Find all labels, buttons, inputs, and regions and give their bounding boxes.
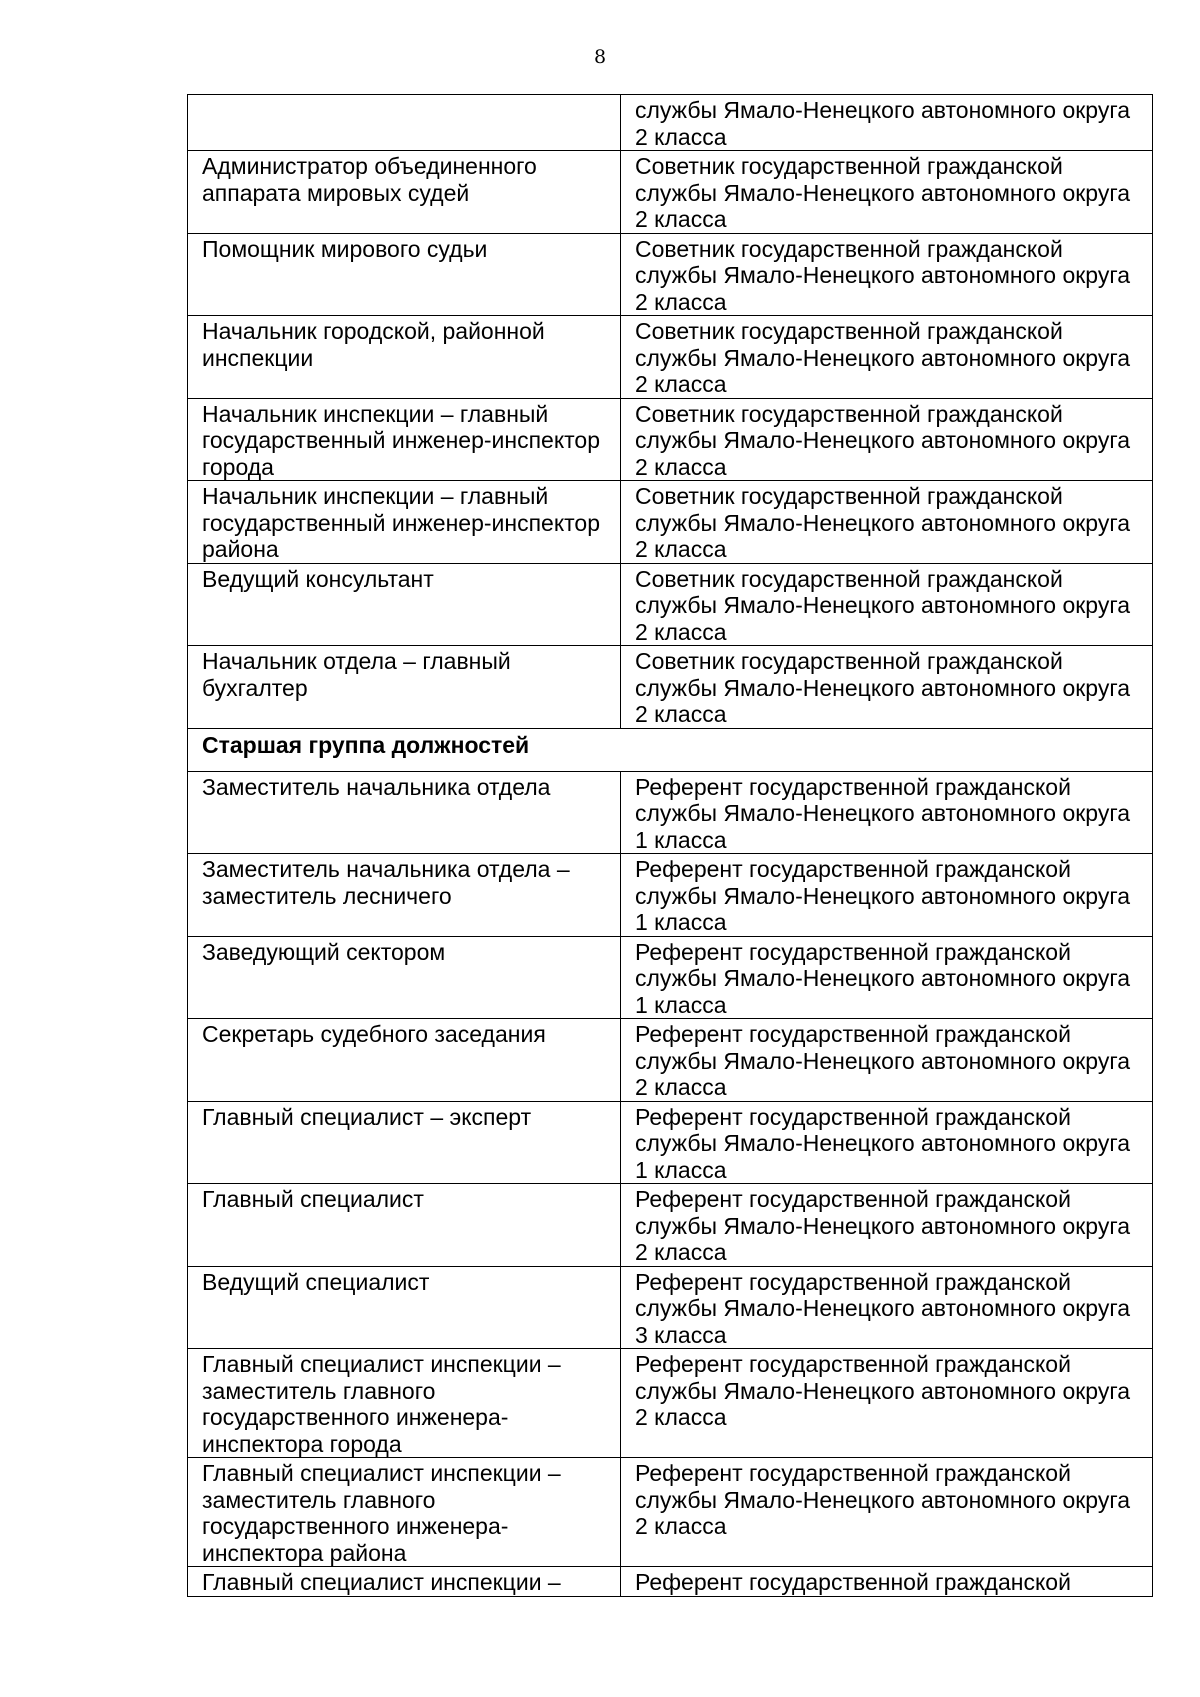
table-row — [188, 233, 1153, 316]
position-cell: Главный специалист инспекции – заместитель главного государственного инженера-инспектора города — [188, 1349, 621, 1458]
class-rank-cell: Референт государственной гражданской — [621, 1567, 1153, 1597]
table-row — [188, 1101, 1153, 1184]
position-cell: Ведущий специалист — [188, 1266, 621, 1349]
class-rank-cell: Советник государственной гражданской службы Ямало-Ненецкого автономного округа 2 класса — [621, 151, 1153, 234]
table-row — [188, 646, 1153, 729]
table-row — [188, 1349, 1153, 1458]
table-row — [188, 1019, 1153, 1102]
position-cell — [188, 95, 621, 151]
position-cell: Помощник мирового судьи — [188, 233, 621, 316]
position-cell: Начальник городской, районной инспекции — [188, 316, 621, 399]
position-cell: Главный специалист – эксперт — [188, 1101, 621, 1184]
table-row — [188, 95, 1153, 151]
position-cell: Главный специалист — [188, 1184, 621, 1267]
position-cell: Начальник инспекции – главный государственный инженер-инспектор района — [188, 481, 621, 564]
table-row — [188, 771, 1153, 854]
class-rank-cell: службы Ямало-Ненецкого автономного округа 2 класса — [621, 95, 1153, 151]
table-body — [188, 95, 1153, 1597]
class-rank-cell: Референт государственной гражданской службы Ямало-Ненецкого автономного округа 1 класса — [621, 854, 1153, 937]
class-rank-cell: Референт государственной гражданской службы Ямало-Ненецкого автономного округа 2 класса — [621, 1458, 1153, 1567]
table-row — [188, 936, 1153, 1019]
class-rank-cell: Референт государственной гражданской службы Ямало-Ненецкого автономного округа 1 класса — [621, 936, 1153, 1019]
position-cell: Заместитель начальника отдела — [188, 771, 621, 854]
table-row — [188, 854, 1153, 937]
table-row — [188, 563, 1153, 646]
class-rank-cell: Референт государственной гражданской службы Ямало-Ненецкого автономного округа 2 класса — [621, 1019, 1153, 1102]
table-row — [188, 1266, 1153, 1349]
class-rank-cell: Референт государственной гражданской службы Ямало-Ненецкого автономного округа 2 класса — [621, 1184, 1153, 1267]
position-cell: Ведущий консультант — [188, 563, 621, 646]
table-row — [188, 398, 1153, 481]
class-rank-cell: Советник государственной гражданской службы Ямало-Ненецкого автономного округа 2 класса — [621, 563, 1153, 646]
section-title: Старшая группа должностей — [188, 728, 1153, 771]
table-row — [188, 1567, 1153, 1597]
table-row — [188, 1458, 1153, 1567]
position-cell: Начальник отдела – главный бухгалтер — [188, 646, 621, 729]
position-cell: Администратор объединенного аппарата мировых судей — [188, 151, 621, 234]
position-cell: Заместитель начальника отдела – заместитель лесничего — [188, 854, 621, 937]
table-row — [188, 1184, 1153, 1267]
class-rank-cell: Референт государственной гражданской службы Ямало-Ненецкого автономного округа 1 класса — [621, 771, 1153, 854]
table-row — [188, 151, 1153, 234]
table-row — [188, 481, 1153, 564]
table-row — [188, 316, 1153, 399]
position-cell: Начальник инспекции – главный государственный инженер-инспектор города — [188, 398, 621, 481]
class-rank-cell: Советник государственной гражданской службы Ямало-Ненецкого автономного округа 2 класса — [621, 481, 1153, 564]
class-rank-cell: Советник государственной гражданской службы Ямало-Ненецкого автономного округа 2 класса — [621, 646, 1153, 729]
section-header-row — [188, 728, 1153, 771]
positions-ranks-table — [187, 94, 1153, 1597]
class-rank-cell: Референт государственной гражданской службы Ямало-Ненецкого автономного округа 3 класса — [621, 1266, 1153, 1349]
class-rank-cell: Советник государственной гражданской службы Ямало-Ненецкого автономного округа 2 класса — [621, 316, 1153, 399]
class-rank-cell: Советник государственной гражданской службы Ямало-Ненецкого автономного округа 2 класса — [621, 233, 1153, 316]
position-cell: Главный специалист инспекции – заместитель главного государственного инженера-инспектора района — [188, 1458, 621, 1567]
page-number: 8 — [593, 46, 607, 68]
position-cell: Заведующий сектором — [188, 936, 621, 1019]
class-rank-cell: Референт государственной гражданской службы Ямало-Ненецкого автономного округа 2 класса — [621, 1349, 1153, 1458]
position-cell: Главный специалист инспекции – — [188, 1567, 621, 1597]
class-rank-cell: Референт государственной гражданской службы Ямало-Ненецкого автономного округа 1 класса — [621, 1101, 1153, 1184]
class-rank-cell: Советник государственной гражданской службы Ямало-Ненецкого автономного округа 2 класса — [621, 398, 1153, 481]
position-cell: Секретарь судебного заседания — [188, 1019, 621, 1102]
